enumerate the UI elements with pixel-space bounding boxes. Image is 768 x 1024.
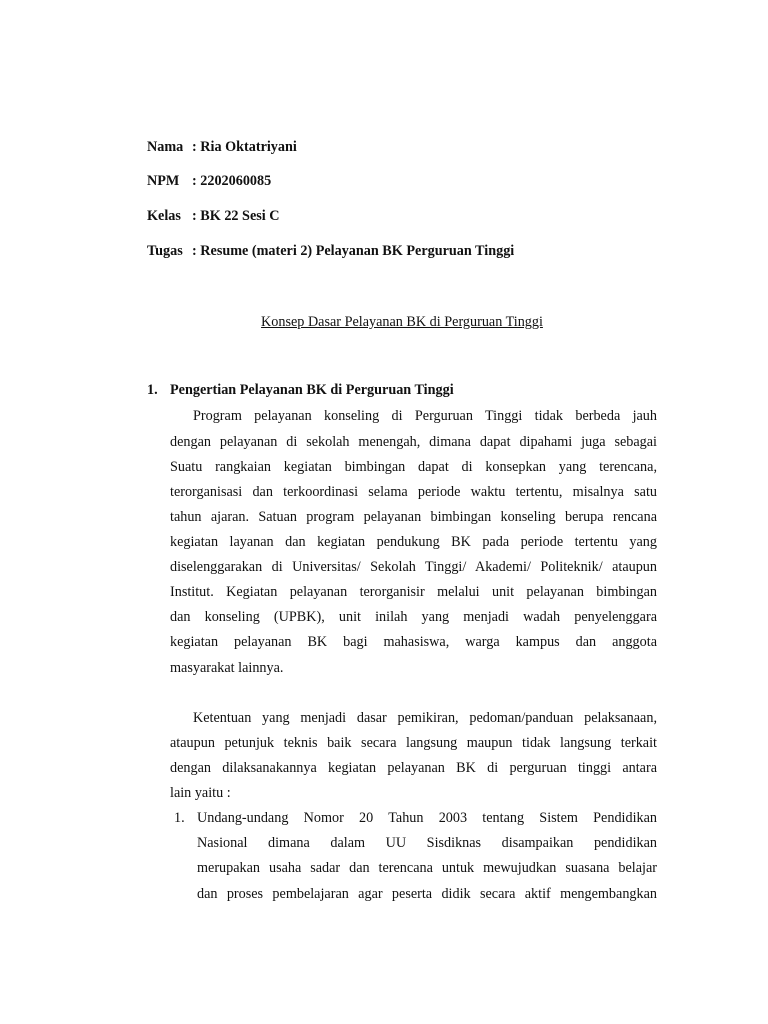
paragraph-line: masyarakat lainnya. [170,660,284,676]
list-item-line: Undang-undang Nomor 20 Tahun 2003 tentang Sistem Pendidikan [197,810,657,826]
paragraph-line: kegiatan pelayanan BK bagi mahasiswa, warga kampus dan anggota [170,634,657,650]
paragraph-line: Program pelayanan konseling di Perguruan Tinggi tidak berbeda jauh [193,408,657,424]
list-item-number: 1. [174,810,185,826]
npm-value: : 2202060085 [192,173,272,189]
paragraph-line: lain yaitu : [170,785,231,801]
kelas-label: Kelas [147,208,181,224]
section-heading: Pengertian Pelayanan BK di Perguruan Tinggi [170,382,454,398]
paragraph-line: Ketentuan yang menjadi dasar pemikiran, pedoman/panduan pelaksanaan, [193,710,657,726]
list-item-line: dan proses pembelajaran agar peserta didik secara aktif mengembangkan [197,886,657,902]
paragraph-line: dan konseling (UPBK), unit inilah yang menjadi wadah penyelenggara [170,609,657,625]
list-item-line: Nasional dimana dalam UU Sisdiknas disampaikan pendidikan [197,835,657,851]
paragraph-line: Institut. Kegiatan pelayanan terorganisir melalui unit pelayanan bimbingan [170,584,657,600]
kelas-value: : BK 22 Sesi C [192,208,280,224]
tugas-value: : Resume (materi 2) Pelayanan BK Perguruan Tinggi [192,243,515,259]
list-item-line: merupakan usaha sadar dan terencana untuk mewujudkan suasana belajar [197,860,657,876]
nama-label: Nama [147,139,184,155]
paragraph-line: Suatu rangkaian kegiatan bimbingan dapat di konsepkan yang terencana, [170,459,657,475]
paragraph-line: tahun ajaran. Satuan program pelayanan bimbingan konseling berupa rencana [170,509,657,525]
document-title: Konsep Dasar Pelayanan BK di Perguruan Tinggi [261,314,543,330]
paragraph-line: terorganisasi dan terkoordinasi selama periode waktu tertentu, misalnya satu [170,484,657,500]
tugas-label: Tugas [147,243,183,259]
nama-value: : Ria Oktatriyani [192,139,297,155]
paragraph-line: dengan pelayanan di sekolah menengah, dimana dapat dipahami juga sebagai [170,434,657,450]
paragraph-line: kegiatan layanan dan kegiatan pendukung BK pada periode tertentu yang [170,534,657,550]
paragraph-line: diselenggarakan di Universitas/ Sekolah Tinggi/ Akademi/ Politeknik/ ataupun [170,559,657,575]
section-number: 1. [147,382,158,398]
paragraph-line: ataupun petunjuk teknis baik secara langsung maupun tidak langsung terkait [170,735,657,751]
npm-label: NPM [147,173,180,189]
paragraph-line: dengan dilaksanakannya kegiatan pelayanan BK di perguruan tinggi antara [170,760,657,776]
